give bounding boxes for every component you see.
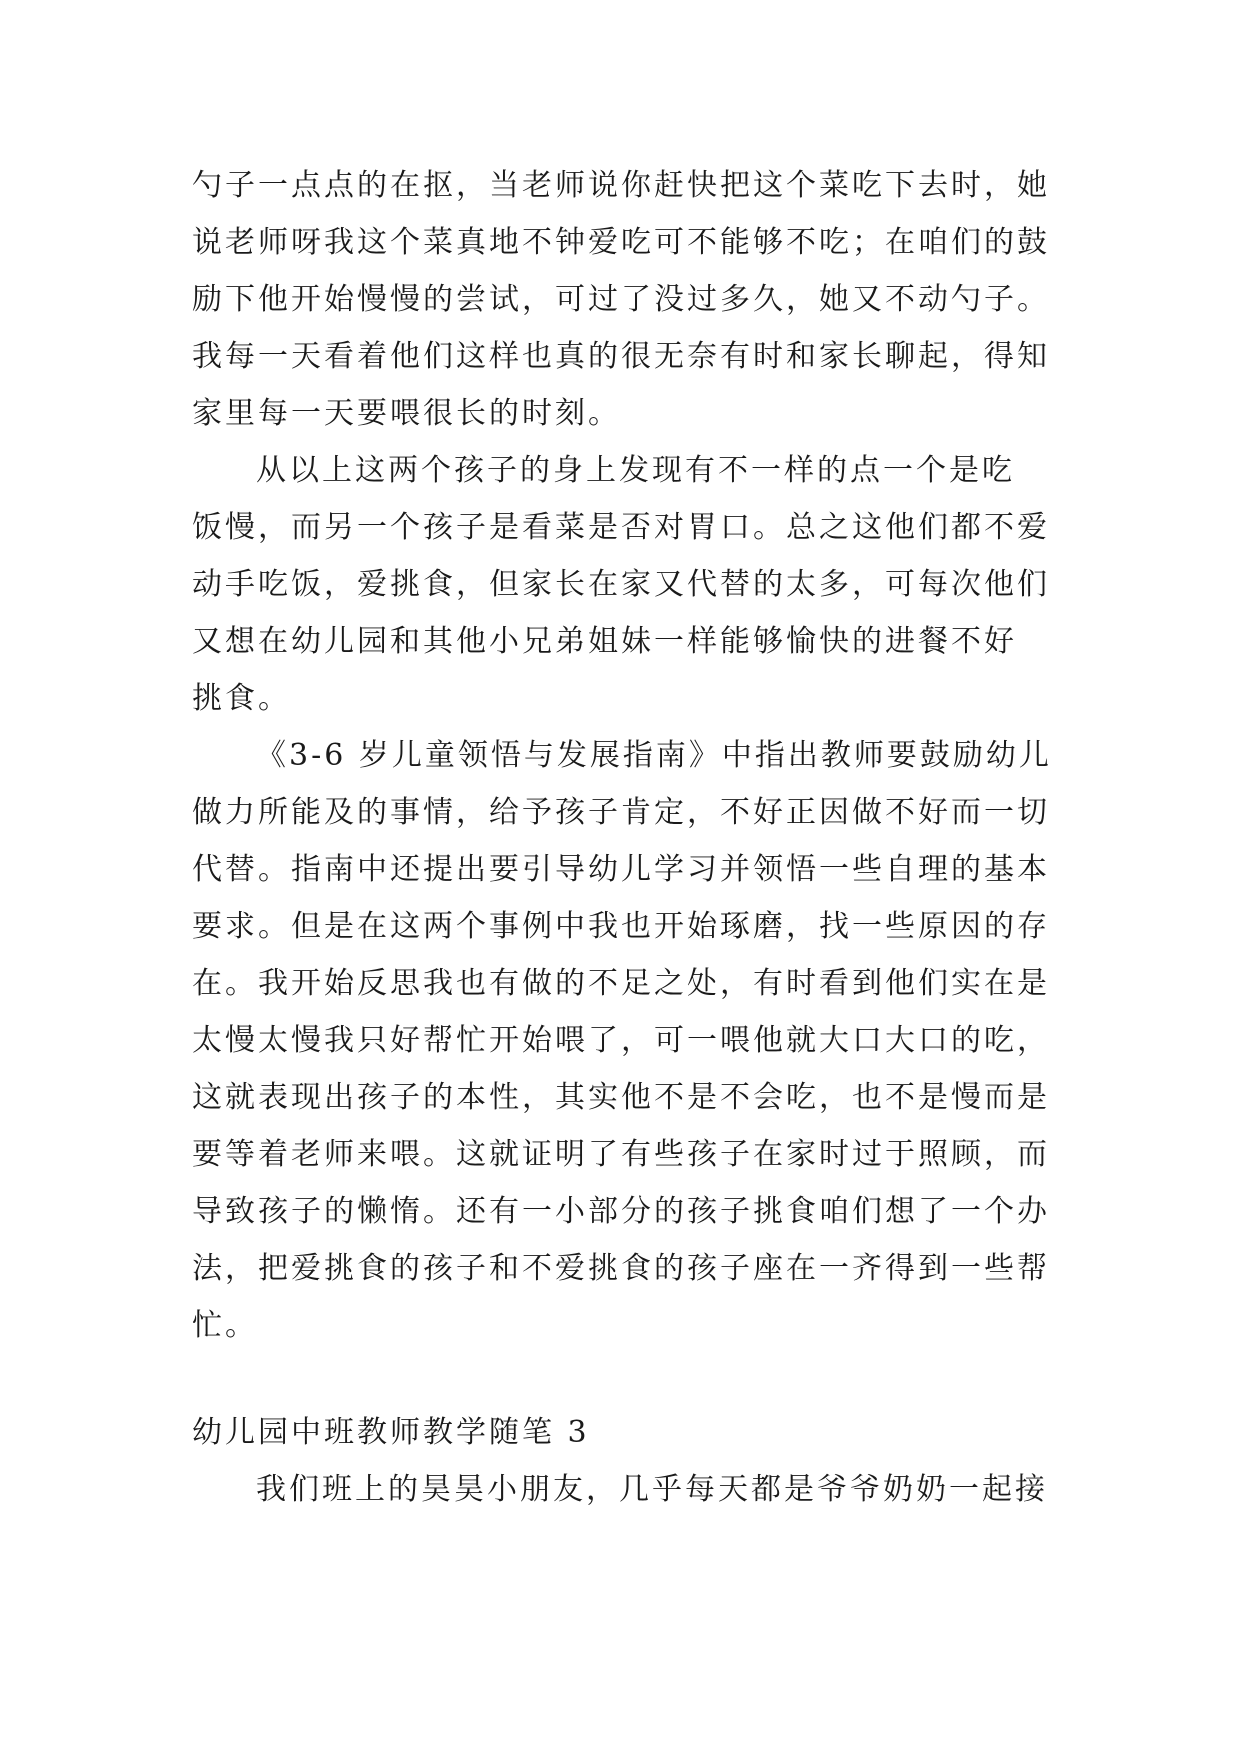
paragraph-line: 又想在幼儿园和其他小兄弟姐妹一样能够愉快的进餐不好 [192,624,1017,659]
paragraph-line: 这就表现出孩子的本性，其实他不是不会吃，也不是慢而是 [192,1080,1050,1115]
paragraph-line: 励下他开始慢慢的尝试，可过了没过多久，她又不动勺子。 [192,282,1050,317]
paragraph-line: 代替。指南中还提出要引导幼儿学习并领悟一些自理的基本 [192,852,1050,887]
paragraph-line: 导致孩子的懒惰。还有一小部分的孩子挑食咱们想了一个办 [192,1194,1050,1229]
paragraph-line: 忙。 [192,1308,258,1343]
paragraph-line: 做力所能及的事情，给予孩子肯定，不好正因做不好而一切 [192,795,1050,830]
paragraph-line: 《3-6 岁儿童领悟与发展指南》中指出教师要鼓励幼儿 [256,738,1052,773]
paragraph-line: 饭慢，而另一个孩子是看菜是否对胃口。总之这他们都不爱 [192,510,1050,545]
paragraph-line: 我们班上的昊昊小朋友，几乎每天都是爷爷奶奶一起接 [256,1472,1048,1507]
paragraph-line: 我每一天看着他们这样也真的很无奈有时和家长聊起，得知 [192,339,1050,374]
paragraph-line: 要等着老师来喂。这就证明了有些孩子在家时过于照顾，而 [192,1137,1050,1172]
paragraph-line: 动手吃饭，爱挑食，但家长在家又代替的太多，可每次他们 [192,567,1050,602]
paragraph-line: 说老师呀我这个菜真地不钟爱吃可不能够不吃；在咱们的鼓 [192,225,1050,260]
section-heading: 幼儿园中班教师教学随笔 3 [192,1415,590,1450]
paragraph-line: 勺子一点点的在抠，当老师说你赶快把这个菜吃下去时，她 [192,168,1050,203]
paragraph-line: 在。我开始反思我也有做的不足之处，有时看到他们实在是 [192,966,1050,1001]
paragraph-line: 挑食。 [192,681,291,716]
paragraph-line: 太慢太慢我只好帮忙开始喂了，可一喂他就大口大口的吃， [192,1023,1050,1058]
paragraph-line: 法，把爱挑食的孩子和不爱挑食的孩子座在一齐得到一些帮 [192,1251,1050,1286]
paragraph-line: 要求。但是在这两个事例中我也开始琢磨，找一些原因的存 [192,909,1050,944]
paragraph-line: 从以上这两个孩子的身上发现有不一样的点一个是吃 [256,453,1015,488]
paragraph-line: 家里每一天要喂很长的时刻。 [192,396,621,431]
